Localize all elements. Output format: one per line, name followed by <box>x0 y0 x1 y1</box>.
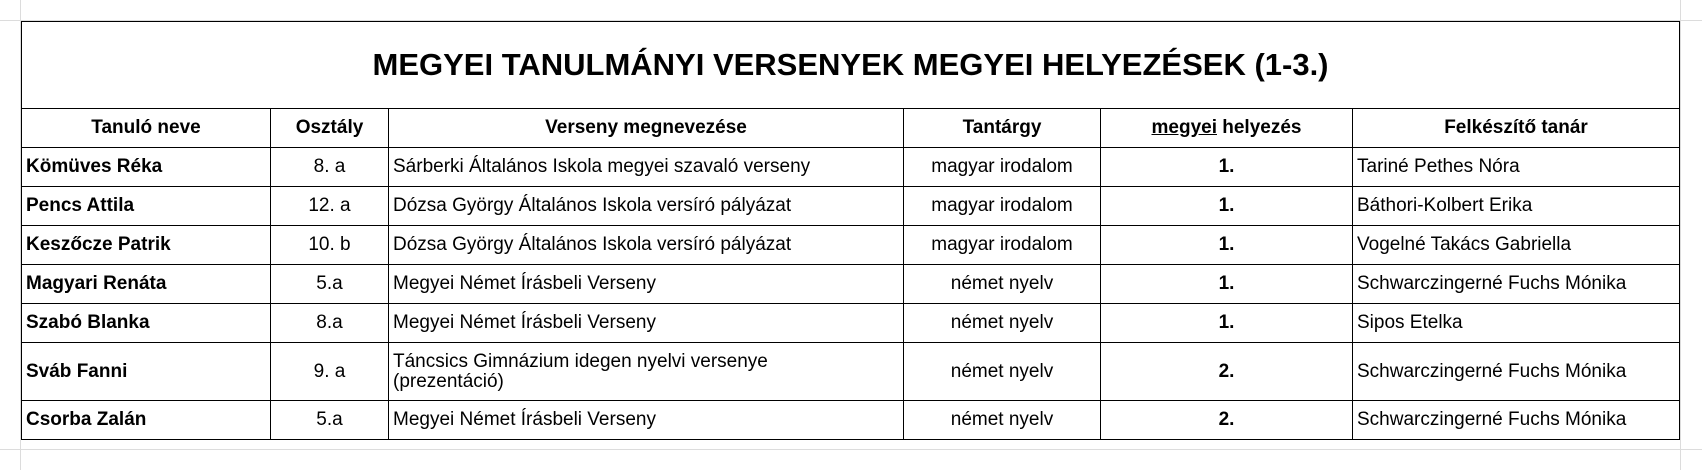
results-table <box>21 21 1680 440</box>
subject: német nyelv <box>904 304 1101 343</box>
competition-name-line-1: Táncsics Gimnázium idegen nyelvi versenye <box>393 350 768 372</box>
competition-name <box>389 343 904 401</box>
student-class: 5.a <box>271 265 389 304</box>
student-name: Pencs Attila <box>22 187 271 226</box>
student-name: Kömüves Réka <box>22 148 271 187</box>
competition-name-line-2: (prezentáció) <box>393 370 504 392</box>
title-row <box>22 22 1680 109</box>
competition-name: Megyei Német Írásbeli Verseny <box>389 304 904 343</box>
header-competition: Verseny megnevezése <box>389 109 904 148</box>
placement: 1. <box>1101 148 1353 187</box>
placement: 2. <box>1101 401 1353 440</box>
header-row <box>22 109 1680 148</box>
student-class: 5.a <box>271 401 389 440</box>
table-title: MEGYEI TANULMÁNYI VERSENYEK MEGYEI HELYEZÉSEK (1-3.) <box>22 22 1680 109</box>
header-placement-underlined: megyei <box>1151 117 1217 138</box>
subject: német nyelv <box>904 265 1101 304</box>
header-teacher: Felkészítő tanár <box>1353 109 1680 148</box>
student-name: Keszőcze Patrik <box>22 226 271 265</box>
table-row <box>22 265 1680 304</box>
subject: magyar irodalom <box>904 187 1101 226</box>
student-class: 8.a <box>271 304 389 343</box>
subject: magyar irodalom <box>904 226 1101 265</box>
subject: német nyelv <box>904 401 1101 440</box>
competition-name: Sárberki Általános Iskola megyei szavaló verseny <box>389 148 904 187</box>
header-class: Osztály <box>271 109 389 148</box>
header-placement <box>1101 109 1353 148</box>
competition-name: Dózsa György Általános Iskola versíró pályázat <box>389 226 904 265</box>
placement: 1. <box>1101 265 1353 304</box>
subject: magyar irodalom <box>904 148 1101 187</box>
header-placement-rest: helyezés <box>1216 117 1302 138</box>
teacher: Tariné Pethes Nóra <box>1353 148 1680 187</box>
competition-name: Megyei Német Írásbeli Verseny <box>389 401 904 440</box>
student-class: 8. a <box>271 148 389 187</box>
table-row <box>22 187 1680 226</box>
header-subject: Tantárgy <box>904 109 1101 148</box>
subject: német nyelv <box>904 343 1101 401</box>
teacher: Vogelné Takács Gabriella <box>1353 226 1680 265</box>
placement: 2. <box>1101 343 1353 401</box>
table-row <box>22 401 1680 440</box>
table-row <box>22 226 1680 265</box>
student-class: 9. a <box>271 343 389 401</box>
student-name: Magyari Renáta <box>22 265 271 304</box>
teacher: Schwarczingerné Fuchs Mónika <box>1353 265 1680 304</box>
table-row <box>22 148 1680 187</box>
competition-name: Dózsa György Általános Iskola versíró pályázat <box>389 187 904 226</box>
student-name: Csorba Zalán <box>22 401 271 440</box>
header-name: Tanuló neve <box>22 109 271 148</box>
teacher: Schwarczingerné Fuchs Mónika <box>1353 343 1680 401</box>
table-row <box>22 304 1680 343</box>
teacher: Schwarczingerné Fuchs Mónika <box>1353 401 1680 440</box>
placement: 1. <box>1101 226 1353 265</box>
student-class: 12. a <box>271 187 389 226</box>
student-class: 10. b <box>271 226 389 265</box>
teacher: Sipos Etelka <box>1353 304 1680 343</box>
student-name: Szabó Blanka <box>22 304 271 343</box>
placement: 1. <box>1101 187 1353 226</box>
teacher: Báthori-Kolbert Erika <box>1353 187 1680 226</box>
competition-name: Megyei Német Írásbeli Verseny <box>389 265 904 304</box>
student-name: Sváb Fanni <box>22 343 271 401</box>
placement: 1. <box>1101 304 1353 343</box>
table-row <box>22 343 1680 401</box>
